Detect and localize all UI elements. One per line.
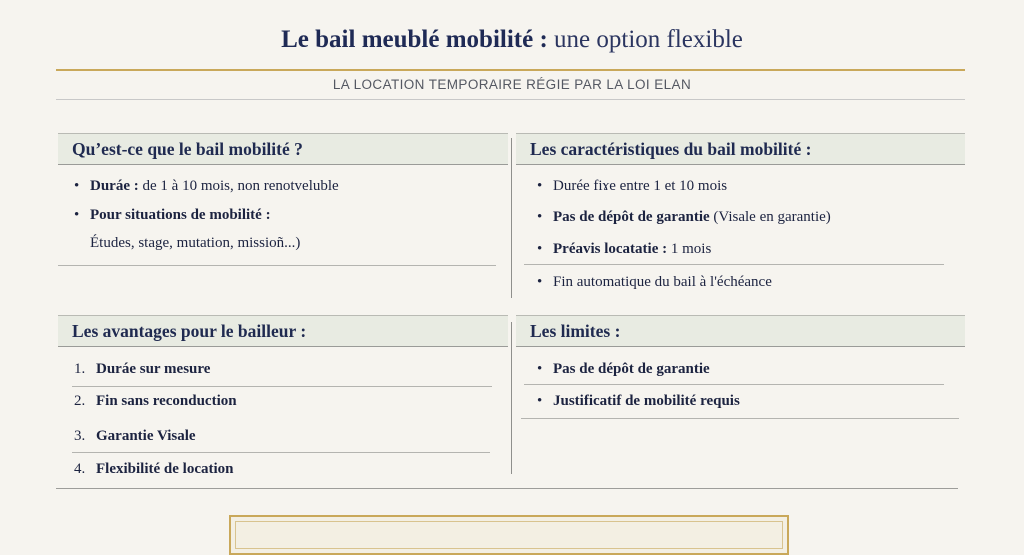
item-label: Préavis locatatie :: [553, 241, 668, 257]
list-item-continuation: [90, 235, 300, 252]
bullet-icon: •: [537, 241, 543, 257]
item-label: Pour situations de mobilité :: [90, 207, 271, 223]
item-text: Duráe sur mesure: [96, 361, 211, 377]
section-heading-caracteristiques: [516, 133, 965, 165]
row-divider: [521, 418, 959, 419]
item-text: Justificatif de mobilité requis: [553, 393, 740, 409]
title-rest: une option flexible: [554, 26, 743, 53]
item-number: 4.: [74, 461, 86, 477]
item-number: 3.: [74, 428, 86, 444]
item-label: Pas de dépôt de garantie: [553, 209, 710, 225]
list-item: [74, 361, 210, 378]
bullet-icon: •: [537, 209, 543, 225]
bullet-icon: •: [74, 178, 80, 194]
item-text: Pas de dépôt de garantie: [553, 361, 710, 377]
row-divider: [72, 386, 492, 387]
title-bold: Le bail meublé mobilité :: [281, 26, 548, 53]
item-number: 1.: [74, 361, 86, 377]
page-title: [0, 26, 1024, 54]
row-divider: [72, 452, 490, 453]
bullet-icon: •: [537, 178, 543, 194]
section-heading-definition: [58, 133, 508, 165]
row-divider: [524, 264, 944, 265]
item-text: Garantie Visale: [96, 428, 196, 444]
row-divider: [58, 265, 496, 266]
column-divider: [511, 322, 512, 474]
row-divider: [524, 384, 944, 385]
summary-box: [229, 515, 789, 555]
list-item: [537, 274, 772, 291]
item-number: 2.: [74, 393, 86, 409]
item-label: Duráe :: [90, 178, 139, 194]
section-title: Les avantages pour le bailleur :: [72, 321, 307, 341]
bullet-icon: •: [74, 207, 80, 223]
list-item: [537, 209, 831, 226]
list-item: [74, 461, 233, 478]
bullet-icon: •: [537, 393, 543, 409]
list-item: [74, 428, 196, 445]
gold-divider: [56, 69, 965, 71]
list-item: [74, 178, 339, 195]
item-text: Fin sans reconduction: [96, 393, 237, 409]
item-text: Durée fiɤe entre 1 et 10 mois: [553, 178, 728, 194]
item-text: Fin automatique du bail à l'échéance: [553, 274, 772, 290]
section-title: Qu’est-ce que le bail mobilité ?: [72, 139, 303, 159]
list-item: [537, 393, 740, 410]
list-item: [537, 241, 711, 258]
item-text: Études, stage, mutation, missioñ...): [90, 235, 301, 251]
bullet-icon: •: [537, 274, 543, 290]
subtitle: LA LOCATION TEMPORAIRE RÉGIE PAR LA LOI ELAN: [332, 77, 692, 92]
column-divider: [511, 138, 512, 298]
bullet-icon: •: [537, 361, 543, 377]
section-heading-avantages: [58, 315, 508, 347]
item-text: 1 mois: [667, 241, 712, 257]
list-item: [74, 393, 237, 410]
section-bottom-divider: [56, 488, 958, 489]
item-text: de 1 à 10 mois, non renotveluble: [138, 178, 339, 194]
list-item: [74, 207, 271, 224]
section-title: Les caractéristiques du bail mobilité :: [530, 139, 812, 159]
item-text: (Visale en garantie): [709, 209, 831, 225]
section-heading-limites: [516, 315, 965, 347]
subtitle-divider: [56, 99, 965, 100]
item-text: Flexibilité de location: [96, 461, 234, 477]
list-item: [537, 361, 710, 378]
summary-box-inner-border: [235, 521, 783, 549]
list-item: [537, 178, 727, 195]
section-title: Les limites :: [530, 321, 621, 341]
